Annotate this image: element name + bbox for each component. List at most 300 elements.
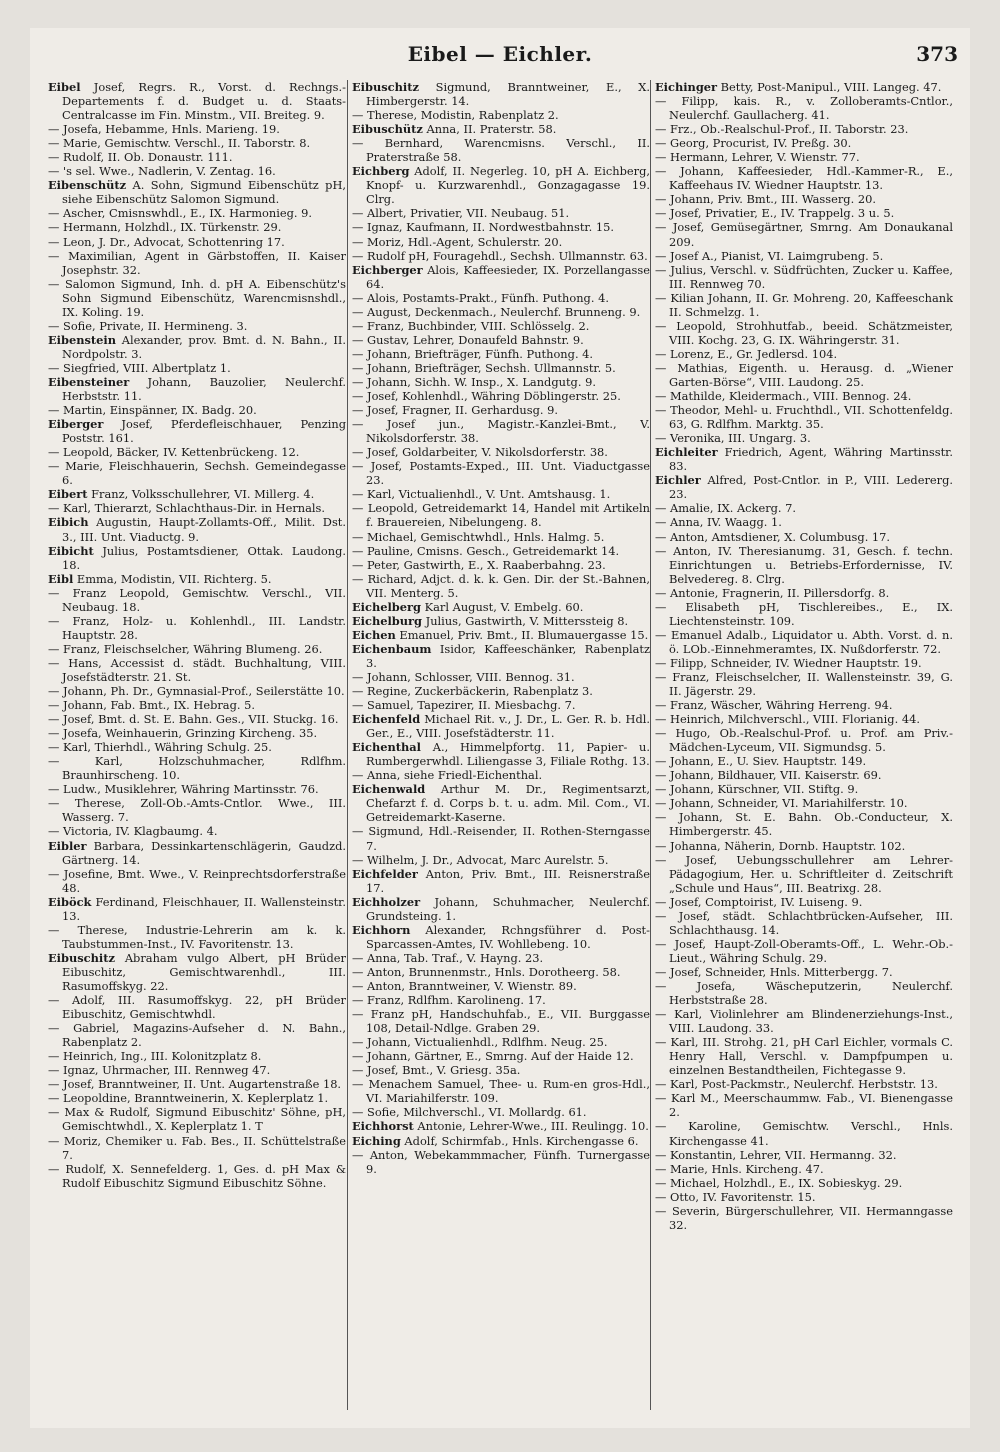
entry-surname: Eibich xyxy=(48,515,89,530)
directory-entry xyxy=(48,923,346,951)
entry-text: — Hermann, Holzhdl., IX. Türkenstr. 29. xyxy=(48,220,282,235)
directory-entry xyxy=(48,122,346,136)
directory-entry xyxy=(352,108,650,122)
entry-text: — Anna, IV. Waagg. 1. xyxy=(655,515,782,530)
page-title: Eibel — Eichler. xyxy=(407,42,593,66)
directory-entry xyxy=(48,515,346,543)
directory-entry xyxy=(352,979,650,993)
entry-text: — Josef, städt. Schlachtbrücken-Aufseher, III. Schlachthausg. 14. xyxy=(655,908,953,937)
directory-entry xyxy=(655,445,953,473)
entry-text: — Georg, Procurist, IV. Preßg. 30. xyxy=(655,136,852,151)
entry-text: — Hans, Accessist d. städt. Buchhaltung, VIII. Josefstädterstr. 21. St. xyxy=(48,655,346,684)
directory-entry xyxy=(655,768,953,782)
entry-surname: Eibel xyxy=(48,80,81,94)
directory-entry xyxy=(655,670,953,698)
entry-text: — Mathias, Eigenth. u. Herausg. d. „Wiener Garten-Börse“, VIII. Laudong. 25. xyxy=(655,360,953,389)
directory-entry xyxy=(352,544,650,558)
directory-entry xyxy=(48,614,346,642)
directory-entry xyxy=(48,459,346,487)
directory-entry xyxy=(655,1162,953,1176)
page-header xyxy=(30,38,970,72)
entry-text: — Hermann, Lehrer, V. Wienstr. 77. xyxy=(655,150,860,165)
entry-surname: Eichenbaum xyxy=(352,641,432,656)
directory-entry xyxy=(655,501,953,515)
directory-entry xyxy=(655,895,953,909)
entry-text: — Josef, Uebungsschullehrer am Lehrer-Pädagogium, Her. u. Schriftleiter d. Zeitschrift „Schule und Haus“, III. Beatrixg. 28. xyxy=(655,852,953,895)
entry-surname: Eibensteiner xyxy=(48,374,130,389)
entry-text: — Elisabeth pH, Tischlereibes., E., IX. Liechtensteinstr. 109. xyxy=(655,599,953,628)
directory-entry xyxy=(655,1148,953,1162)
entry-text: — Severin, Bürgerschullehrer, VII. Hermanngasse 32. xyxy=(655,1203,953,1232)
entry-text: — Richard, Adjct. d. k. k. Gen. Dir. der St.-Bahnen, VII. Menterg. 5. xyxy=(352,571,650,600)
entry-text: Alexander, prov. Bmt. d. N. Bahn., II. Nordpolstr. 3. xyxy=(62,332,346,361)
entry-text: — Michael, Holzhdl., E., IX. Sobieskyg. 29. xyxy=(655,1175,903,1190)
entry-text: Anton, Priv. Bmt., III. Reisnerstraße 17. xyxy=(366,866,650,895)
directory-entry xyxy=(655,291,953,319)
entry-text: — Johann, Bildhauer, VII. Kaiserstr. 69. xyxy=(655,768,882,783)
directory-entry xyxy=(655,796,953,810)
entry-text: — Albert, Privatier, VII. Neubaug. 51. xyxy=(352,206,570,221)
directory-entry xyxy=(48,361,346,375)
entry-text: — Ignaz, Uhrmacher, III. Rennweg 47. xyxy=(48,1063,271,1078)
directory-entry xyxy=(48,1063,346,1077)
directory-entry xyxy=(48,698,346,712)
directory-entry xyxy=(352,249,650,263)
entry-text: — Josef, Schneider, Hnls. Mitterbergg. 7. xyxy=(655,964,893,979)
entry-text: Sigmund, Branntweiner, E., X. Himbergerstr. 14. xyxy=(366,80,650,109)
entry-text: — Heinrich, Milchverschl., VIII. Florianig. 44. xyxy=(655,712,920,727)
directory-entry xyxy=(352,895,650,923)
entry-text: — Josefa, Wäscheputzerin, Neulerchf. Herbststraße 28. xyxy=(655,979,953,1008)
directory-entry xyxy=(352,712,650,740)
entry-text: — Frz., Ob.-Realschul-Prof., II. Taborstr. 23. xyxy=(655,122,909,137)
entry-text: — Konstantin, Lehrer, VII. Hermanng. 32. xyxy=(655,1147,897,1162)
directory-entry xyxy=(655,628,953,656)
entry-surname: Eichleiter xyxy=(655,445,718,460)
entry-text: — Johann, Schlosser, VIII. Bennog. 31. xyxy=(352,669,575,684)
directory-entry xyxy=(352,993,650,1007)
entry-text: — Michael, Gemischtwhdl., Hnls. Halmg. 5. xyxy=(352,529,605,544)
directory-entry xyxy=(48,235,346,249)
entry-text: — Josef, Kohlenhdl., Währing Döblingerstr. 25. xyxy=(352,389,621,404)
entry-text: — Mathilde, Kleidermach., VIII. Bennog. 24. xyxy=(655,389,912,404)
directory-entry xyxy=(655,150,953,164)
entry-text: — Gustav, Lehrer, Donaufeld Bahnstr. 9. xyxy=(352,332,584,347)
directory-entry xyxy=(352,951,650,965)
directory-entry xyxy=(352,375,650,389)
directory-entry xyxy=(352,558,650,572)
directory-entry xyxy=(655,810,953,838)
column-divider xyxy=(650,80,651,1410)
entry-text: Augustin, Haupt-Zollamts-Off., Milit. Dst. 3., III. Unt. Viaductg. 9. xyxy=(62,515,346,544)
entry-text: Abraham vulgo Albert, pH Brüder Eibuschitz, Gemischtwarenhdl., III. Rasumoffskyg. 22. xyxy=(62,950,346,993)
directory-entry xyxy=(352,361,650,375)
entry-text: — Max & Rudolf, Sigmund Eibuschitz' Söhne, pH, Gemischtwhdl., X. Keplerplatz 1. T xyxy=(48,1105,346,1134)
directory-entry xyxy=(655,347,953,361)
directory-entry xyxy=(352,768,650,782)
entry-text: — Marie, Fleischhauerin, Sechsh. Gemeindegasse 6. xyxy=(48,459,346,488)
directory-entry xyxy=(655,361,953,389)
directory-page xyxy=(30,28,970,1428)
entry-surname: Eibenstein xyxy=(48,332,117,347)
entry-text: — Sigmund, Hdl.-Reisender, II. Rothen-Sterngasse 7. xyxy=(352,824,650,853)
entry-surname: Eichenfeld xyxy=(352,712,421,727)
directory-entry xyxy=(655,530,953,544)
entry-text: — Julius, Verschl. v. Südfrüchten, Zucker u. Kaffee, III. Rennweg 70. xyxy=(655,262,953,291)
entry-text: Johann, Bauzolier, Neulerchf. Herbststr. 11. xyxy=(62,374,346,404)
directory-entry xyxy=(655,1035,953,1077)
directory-entry xyxy=(655,937,953,965)
directory-entry xyxy=(48,80,346,122)
entry-surname: Eichfelder xyxy=(352,866,418,881)
directory-entry xyxy=(352,291,650,305)
entry-text: — Johann, Schneider, VI. Mariahilferstr. 10. xyxy=(655,796,908,811)
directory-entry xyxy=(352,824,650,852)
entry-text: — Amalie, IX. Ackerg. 7. xyxy=(655,501,797,516)
directory-entry xyxy=(352,782,650,824)
entry-text: — Anton, Branntweiner, V. Wienstr. 89. xyxy=(352,979,577,993)
entry-text: — Johann, Priv. Bmt., III. Wasserg. 20. xyxy=(655,192,876,207)
directory-entry xyxy=(352,614,650,628)
directory-entry xyxy=(655,853,953,895)
entry-text: Betty, Post-Manipul., VIII. Langeg. 47. xyxy=(717,80,942,94)
entry-text: — Josef, Privatier, E., IV. Trappelg. 3 u. 5. xyxy=(655,206,895,221)
directory-entry xyxy=(48,164,346,178)
directory-entry xyxy=(655,1077,953,1091)
entry-text: — August, Deckenmach., Neulerchf. Brunneng. 9. xyxy=(352,304,641,319)
directory-entry xyxy=(352,235,650,249)
entry-text: — Franz Leopold, Gemischtw. Verschl., VII. Neubaug. 18. xyxy=(48,585,346,614)
directory-entry xyxy=(48,1162,346,1190)
entry-surname: Eichhorst xyxy=(352,1119,414,1134)
entry-text: Anna, II. Praterstr. 58. xyxy=(422,122,557,137)
entry-text: — Johanna, Näherin, Dornb. Hauptstr. 102. xyxy=(655,838,906,853)
entry-text: — Victoria, IV. Klagbaumg. 4. xyxy=(48,824,218,839)
directory-entry xyxy=(655,80,953,94)
directory-entry xyxy=(48,136,346,150)
directory-entry xyxy=(48,572,346,586)
directory-entry xyxy=(655,600,953,628)
entry-text: — Johann, Victualienhdl., Rdlfhm. Neug. 25. xyxy=(352,1035,608,1050)
entry-text: — Martin, Einspänner, IX. Badg. 20. xyxy=(48,403,257,418)
entry-surname: Eiberger xyxy=(48,417,104,432)
directory-entry xyxy=(655,839,953,853)
directory-entry xyxy=(48,1105,346,1133)
entry-text: Alois, Kaffeesieder, IX. Porzellangasse 64. xyxy=(366,262,650,291)
entry-text: — Moriz, Hdl.-Agent, Schulerstr. 20. xyxy=(352,234,563,249)
entry-text: — Josef, Postamts-Exped., III. Unt. Viaductgasse 23. xyxy=(352,459,650,488)
directory-entry xyxy=(48,375,346,403)
entry-surname: Eichelburg xyxy=(352,613,423,628)
page-number: 373 xyxy=(916,42,958,66)
directory-entry xyxy=(352,1063,650,1077)
entry-surname: Eichinger xyxy=(655,80,718,94)
directory-entry xyxy=(48,796,346,824)
entry-text: — Josef, Bmt., V. Griesg. 35a. xyxy=(352,1063,521,1078)
directory-entry xyxy=(352,1035,650,1049)
entry-text: Karl August, V. Embelg. 60. xyxy=(420,599,584,614)
entry-text: — Leon, J. Dr., Advocat, Schottenring 17. xyxy=(48,234,285,249)
directory-entry xyxy=(655,726,953,754)
directory-entry xyxy=(48,544,346,572)
column-2 xyxy=(352,80,650,1420)
entry-text: — Anton, IV. Theresianumg. 31, Gesch. f. techn. Einrichtungen u. Betriebs-Erfordernisse, IV. Belvedereg. 8. Clrg. xyxy=(655,543,953,586)
entry-text: — Karl, Post-Packmstr., Neulerchf. Herbststr. 13. xyxy=(655,1077,938,1092)
directory-entry xyxy=(48,740,346,754)
directory-entry xyxy=(655,136,953,150)
directory-entry xyxy=(48,993,346,1021)
entry-text: — Karoline, Gemischtw. Verschl., Hnls. Kirchengasse 41. xyxy=(655,1119,953,1148)
entry-text: — Karl, Thierhdl., Währing Schulg. 25. xyxy=(48,740,272,755)
entry-text: — Hugo, Ob.-Realschul-Prof. u. Prof. am Priv.-Mädchen-Lyceum, VII. Sigmundsg. 5. xyxy=(655,726,953,755)
directory-entry xyxy=(48,684,346,698)
entry-text: — Rudolf pH, Fouragehdl., Sechsh. Ullmannstr. 63. xyxy=(352,248,648,263)
directory-entry xyxy=(48,1134,346,1162)
directory-entry xyxy=(655,909,953,937)
entry-surname: Eichen xyxy=(352,627,396,642)
entry-text: A. Sohn, Sigmund Eibenschütz pH, siehe Eibenschütz Salomon Sigmund. xyxy=(62,178,346,207)
entry-text: — Josef, Comptoirist, IV. Luiseng. 9. xyxy=(655,894,863,909)
entry-text: — Filipp, Schneider, IV. Wiedner Hauptstr. 19. xyxy=(655,655,922,670)
directory-entry xyxy=(48,726,346,740)
entry-text: — Leopoldine, Branntweinerin, X. Keplerplatz 1. xyxy=(48,1091,329,1106)
entry-text: — Menachem Samuel, Thee- u. Rum-en gros-Hdl., VI. Mariahilferstr. 109. xyxy=(352,1077,650,1106)
directory-entry xyxy=(655,965,953,979)
entry-text: — 's sel. Wwe., Nadlerin, V. Zentag. 16. xyxy=(48,164,276,179)
entry-text: — Franz, Fleischselcher, II. Wallensteinstr. 39, G. II. Jägerstr. 29. xyxy=(655,669,953,699)
directory-entry xyxy=(48,824,346,838)
directory-entry xyxy=(48,445,346,459)
entry-text: — Karl, Thierarzt, Schlachthaus-Dir. in Hernals. xyxy=(48,501,326,516)
directory-entry xyxy=(655,1119,953,1147)
directory-entry xyxy=(48,277,346,319)
directory-entry xyxy=(48,754,346,782)
directory-entry xyxy=(352,740,650,768)
directory-entry xyxy=(352,628,650,642)
directory-entry xyxy=(48,403,346,417)
directory-entry xyxy=(655,712,953,726)
entry-text: — Otto, IV. Favoritenstr. 15. xyxy=(655,1189,816,1204)
entry-text: — Anton, Webekammmacher, Fünfh. Turnergasse 9. xyxy=(352,1147,650,1176)
directory-entry xyxy=(655,220,953,248)
directory-entry xyxy=(352,136,650,164)
directory-entry xyxy=(352,923,650,951)
entry-text: — Sofie, Milchverschl., VI. Mollardg. 61. xyxy=(352,1105,587,1120)
entry-surname: Eichholzer xyxy=(352,894,421,909)
entry-text: — Maximilian, Agent in Gärbstoffen, II. Kaiser Josephstr. 32. xyxy=(48,248,346,277)
directory-entry xyxy=(48,333,346,361)
directory-entry xyxy=(655,1091,953,1119)
entry-surname: Eichhorn xyxy=(352,922,411,937)
column-1 xyxy=(48,80,346,1420)
directory-entry xyxy=(655,431,953,445)
entry-text: — Johann, Gärtner, E., Smrng. Auf der Haide 12. xyxy=(352,1049,634,1064)
directory-entry xyxy=(352,853,650,867)
entry-text: — Ludw., Musiklehrer, Währing Martinsstr. 76. xyxy=(48,782,319,797)
directory-entry xyxy=(352,206,650,220)
entry-surname: Eibl xyxy=(48,571,74,586)
entry-text: — Regine, Zuckerbäckerin, Rabenplatz 3. xyxy=(352,684,593,699)
entry-text: — Karl, Victualienhdl., V. Unt. Amtshausg. 1. xyxy=(352,487,611,502)
entry-text: — Bernhard, Warencmisns. Verschl., II. Praterstraße 58. xyxy=(352,136,650,165)
entry-text: Isidor, Kaffeeschänker, Rabenplatz 3. xyxy=(366,641,650,670)
entry-text: — Josefa, Hebamme, Hnls. Marieng. 19. xyxy=(48,122,280,137)
entry-text: — Rudolf, X. Sennefelderg. 1, Ges. d. pH Max & Rudolf Eibuschitz Sigmund Eibuschitz Söhne. xyxy=(48,1161,346,1190)
entry-text: — Heinrich, Ing., III. Kolonitzplatz 8. xyxy=(48,1049,262,1064)
entry-text: — Franz, Fleischselcher, Währing Blumeng. 26. xyxy=(48,641,323,656)
directory-entry xyxy=(352,305,650,319)
directory-entry xyxy=(48,867,346,895)
entry-text: — Adolf, III. Rasumoffskyg. 22, pH Brüder Eibuschitz, Gemischtwhdl. xyxy=(48,993,346,1022)
entry-text: — Anton, Amtsdiener, X. Columbusg. 17. xyxy=(655,529,891,544)
entry-surname: Eichberg xyxy=(352,164,410,179)
directory-entry xyxy=(48,220,346,234)
entry-text: — Johann, Briefträger, Sechsh. Ullmannstr. 5. xyxy=(352,360,616,375)
directory-entry xyxy=(655,586,953,600)
directory-entry xyxy=(352,403,650,417)
entry-text: — Gabriel, Magazins-Aufseher d. N. Bahn., Rabenplatz 2. xyxy=(48,1021,346,1050)
directory-entry xyxy=(352,684,650,698)
entry-text: — Sofie, Private, II. Hermineng. 3. xyxy=(48,318,248,333)
entry-text: Julius, Gastwirth, V. Mitterssteig 8. xyxy=(422,613,629,628)
directory-entry xyxy=(352,1134,650,1148)
directory-entry xyxy=(352,164,650,206)
directory-entry xyxy=(48,501,346,515)
directory-entry xyxy=(352,530,650,544)
directory-entry xyxy=(655,249,953,263)
entry-text: — Franz, Wäscher, Währing Herreng. 94. xyxy=(655,698,893,713)
entry-text: — Leopold, Bäcker, IV. Kettenbrückeng. 12. xyxy=(48,445,300,460)
entry-text: — Josef, Branntweiner, II. Unt. Augartenstraße 18. xyxy=(48,1077,342,1092)
directory-entry xyxy=(352,965,650,979)
entry-surname: Eibuschitz xyxy=(48,950,115,965)
directory-entry xyxy=(655,122,953,136)
entry-text: A., Himmelpfortg. 11, Papier- u. Rumbergerwhdl. Liliengasse 3, Filiale Rothg. 13. xyxy=(366,740,650,769)
directory-entry xyxy=(655,263,953,291)
entry-surname: Eibuschitz xyxy=(352,80,419,94)
entry-text: — Samuel, Tapezirer, II. Miesbachg. 7. xyxy=(352,698,576,713)
directory-entry xyxy=(655,192,953,206)
directory-entry xyxy=(352,1007,650,1035)
directory-entry xyxy=(352,333,650,347)
directory-entry xyxy=(655,1007,953,1035)
entry-text: — Emanuel Adalb., Liquidator u. Abth. Vorst. d. n. ö. LOb.-Einnehmeramtes, IX. Nußdorferstr. 72. xyxy=(655,627,953,656)
entry-text: Emma, Modistin, VII. Richterg. 5. xyxy=(73,571,272,586)
entry-text: — Ascher, Cmisnswhdl., E., IX. Harmonieg. 9. xyxy=(48,206,313,221)
entry-text: — Franz pH, Handschuhfab., E., VII. Burggasse 108, Detail-Ndlge. Graben 29. xyxy=(352,1007,650,1036)
directory-entry xyxy=(48,1091,346,1105)
entry-text: — Josef, Fragner, II. Gerhardusg. 9. xyxy=(352,403,558,418)
directory-entry xyxy=(48,839,346,867)
entry-text: — Johann, Kürschner, VII. Stiftg. 9. xyxy=(655,782,859,797)
directory-entry xyxy=(655,698,953,712)
directory-entry xyxy=(352,642,650,670)
entry-text: — Wilhelm, J. Dr., Advocat, Marc Aurelstr. 5. xyxy=(352,852,609,867)
entry-text: — Josef, Bmt. d. St. E. Bahn. Ges., VII. Stuckg. 16. xyxy=(48,712,339,727)
column-divider xyxy=(347,80,348,1410)
entry-text: Michael Rit. v., J. Dr., L. Ger. R. b. Hdl. Ger., E., VIII. Josefstädterstr. 11. xyxy=(366,712,650,741)
entry-text: — Leopold, Getreidemarkt 14, Handel mit Artikeln f. Brauereien, Nibelungeng. 8. xyxy=(352,501,650,530)
entry-surname: Eichelberg xyxy=(352,599,421,614)
entry-text: — Pauline, Cmisns. Gesch., Getreidemarkt 14. xyxy=(352,543,620,558)
directory-entry xyxy=(48,150,346,164)
entry-text: — Karl M., Meerschaummw. Fab., VI. Bienengasse 2. xyxy=(655,1091,953,1120)
entry-surname: Eichenthal xyxy=(352,740,422,755)
entry-text: — Therese, Industrie-Lehrerin am k. k. Taubstummen-Inst., IV. Favoritenstr. 13. xyxy=(48,922,346,951)
entry-text: — Josef, Haupt-Zoll-Oberamts-Off., L. Wehr.-Ob.-Lieut., Währing Schulg. 29. xyxy=(655,936,953,965)
entry-text: — Filipp, kais. R., v. Zolloberamts-Cntlor., Neulerchf. Gaullacherg. 41. xyxy=(655,94,953,123)
entry-text: — Johann, E., U. Siev. Hauptstr. 149. xyxy=(655,754,867,769)
directory-entry xyxy=(352,389,650,403)
directory-entry xyxy=(48,712,346,726)
directory-entry xyxy=(48,782,346,796)
entry-text: — Johann, Fab. Bmt., IX. Hebrag. 5. xyxy=(48,698,255,713)
directory-entry xyxy=(352,122,650,136)
entry-surname: Eibenschütz xyxy=(48,178,127,193)
entry-text: — Therese, Modistin, Rabenplatz 2. xyxy=(352,108,559,123)
directory-entry xyxy=(48,895,346,923)
entry-text: Josef, Pferdefleischhauer, Penzing Poststr. 161. xyxy=(62,417,346,446)
entry-text: — Johann, Kaffeesieder, Hdl.-Kammer-R., E., Kaffeehaus IV. Wiedner Hauptstr. 13. xyxy=(655,164,953,193)
directory-entry xyxy=(655,754,953,768)
directory-entry xyxy=(352,220,650,234)
entry-surname: Eichberger xyxy=(352,262,423,277)
entry-text: Barbara, Dessinkartenschlägerin, Gaudzd. Gärtnerg. 14. xyxy=(62,838,346,867)
entry-text: Julius, Postamtsdiener, Ottak. Laudong. 18. xyxy=(62,543,346,572)
entry-text: — Veronika, III. Ungarg. 3. xyxy=(655,431,811,446)
directory-entry xyxy=(352,501,650,529)
entry-text: — Therese, Zoll-Ob.-Amts-Cntlor. Wwe., III. Wasserg. 7. xyxy=(48,796,346,825)
entry-text: — Ignaz, Kaufmann, II. Nordwestbahnstr. 15. xyxy=(352,220,614,235)
directory-entry xyxy=(352,487,650,501)
entry-text: — Kilian Johann, II. Gr. Mohreng. 20, Kaffeeschank II. Schmelzg. 1. xyxy=(655,290,953,319)
directory-entry xyxy=(655,164,953,192)
entry-surname: Eichler xyxy=(655,473,701,488)
entry-text: — Josefine, Bmt. Wwe., V. Reinprechtsdorferstraße 48. xyxy=(48,866,346,895)
entry-text: — Karl, Violinlehrer am Blindenerziehungs-Inst., VIII. Laudong. 33. xyxy=(655,1007,953,1036)
directory-entry xyxy=(655,515,953,529)
entry-text: — Antonie, Fragnerin, II. Pillersdorfg. 8. xyxy=(655,585,890,600)
directory-entry xyxy=(352,600,650,614)
directory-entry xyxy=(48,1049,346,1063)
entry-text: Adolf, II. Negerleg. 10, pH A. Eichberg, Knopf- u. Kurzwarenhdl., Gonzagagasse 19. Clrg. xyxy=(366,164,650,207)
entry-text: Antonie, Lehrer-Wwe., III. Reulingg. 10. xyxy=(413,1119,649,1134)
entry-text: — Josefa, Weinhauerin, Grinzing Kircheng. 35. xyxy=(48,726,318,741)
directory-entry xyxy=(48,487,346,501)
entry-text: — Peter, Gastwirth, E., X. Raaberbahng. 23. xyxy=(352,557,606,572)
entry-text: — Johann, Ph. Dr., Gymnasial-Prof., Seilerstätte 10. xyxy=(48,684,345,699)
entry-text: — Karl, Holzschuhmacher, Rdlfhm. Braunhirscheng. 10. xyxy=(48,754,346,783)
directory-entry xyxy=(655,979,953,1007)
directory-entry xyxy=(655,206,953,220)
entry-text: Emanuel, Priv. Bmt., II. Blumauergasse 15. xyxy=(395,627,649,642)
directory-entry xyxy=(655,389,953,403)
entry-text: — Alois, Postamts-Prakt., Fünfh. Puthong. 4. xyxy=(352,290,609,305)
entry-text: — Moriz, Chemiker u. Fab. Bes., II. Schüttelstraße 7. xyxy=(48,1133,346,1162)
directory-entry xyxy=(655,544,953,586)
directory-entry xyxy=(655,473,953,501)
directory-entry xyxy=(655,1204,953,1232)
entry-text: — Theodor, Mehl- u. Fruchthdl., VII. Schottenfeldg. 63, G. Rdlfhm. Marktg. 35. xyxy=(655,403,953,432)
directory-entry xyxy=(48,642,346,656)
entry-text: — Siegfried, VIII. Albertplatz 1. xyxy=(48,360,231,375)
entry-text: — Franz, Rdlfhm. Karolineng. 17. xyxy=(352,993,546,1008)
entry-text: Johann, Schuhmacher, Neulerchf. Grundsteing. 1. xyxy=(366,894,650,923)
directory-entry xyxy=(655,319,953,347)
entry-text: — Franz, Buchbinder, VIII. Schlösselg. 2. xyxy=(352,318,590,333)
entry-text: Ferdinand, Fleischhauer, II. Wallensteinstr. 13. xyxy=(62,894,346,923)
directory-entry xyxy=(655,403,953,431)
